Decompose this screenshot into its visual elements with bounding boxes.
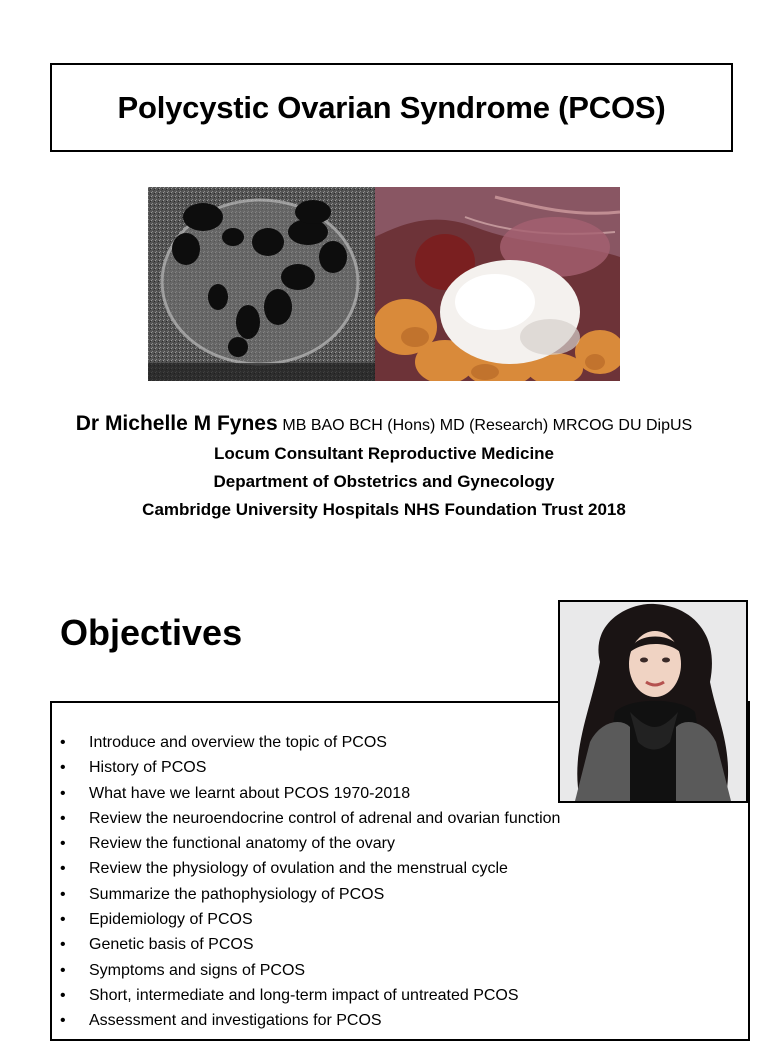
page-title: Polycystic Ovarian Syndrome (PCOS): [117, 89, 666, 125]
ultrasound-image: [148, 187, 375, 381]
author-qualifications: MB BAO BCH (Hons) MD (Research) MRCOG DU DipUS: [282, 417, 693, 434]
author-photo: [558, 600, 748, 803]
portrait-graphic: [560, 602, 746, 801]
author-name-line: [0, 410, 768, 440]
header-images: [148, 187, 620, 381]
list-item: • Assessment and investigations for PCOS: [60, 1008, 560, 1033]
list-item: • Symptoms and signs of PCOS: [60, 958, 560, 983]
list-item: • Genetic basis of PCOS: [60, 932, 560, 957]
author-institution: Cambridge University Hospitals NHS Foundation Trust 2018: [142, 500, 626, 519]
list-item: • Short, intermediate and long-term impact of untreated PCOS: [60, 983, 560, 1008]
list-item: • History of PCOS: [60, 755, 560, 780]
laparoscopy-graphic: [375, 187, 620, 381]
list-item: • What have we learnt about PCOS 1970-2018: [60, 781, 560, 806]
laparoscopy-image: [375, 187, 620, 381]
list-item: • Epidemiology of PCOS: [60, 907, 560, 932]
objectives-list: [60, 730, 560, 1034]
list-item: • Review the physiology of ovulation and the menstrual cycle: [60, 856, 560, 881]
author-block: [0, 410, 768, 524]
author-name: Dr Michelle M Fynes: [75, 412, 278, 435]
list-item: • Summarize the pathophysiology of PCOS: [60, 882, 560, 907]
author-department: Department of Obstetrics and Gynecology: [213, 472, 555, 491]
list-item: • Review the functional anatomy of the ovary: [60, 831, 560, 856]
ultrasound-graphic: [148, 187, 375, 381]
list-item: • Review the neuroendocrine control of adrenal and ovarian function: [60, 806, 560, 831]
list-item: • Introduce and overview the topic of PCOS: [60, 730, 560, 755]
objectives-heading: Objectives: [60, 612, 243, 653]
title-box: [50, 63, 733, 152]
author-role: Locum Consultant Reproductive Medicine: [213, 444, 555, 463]
